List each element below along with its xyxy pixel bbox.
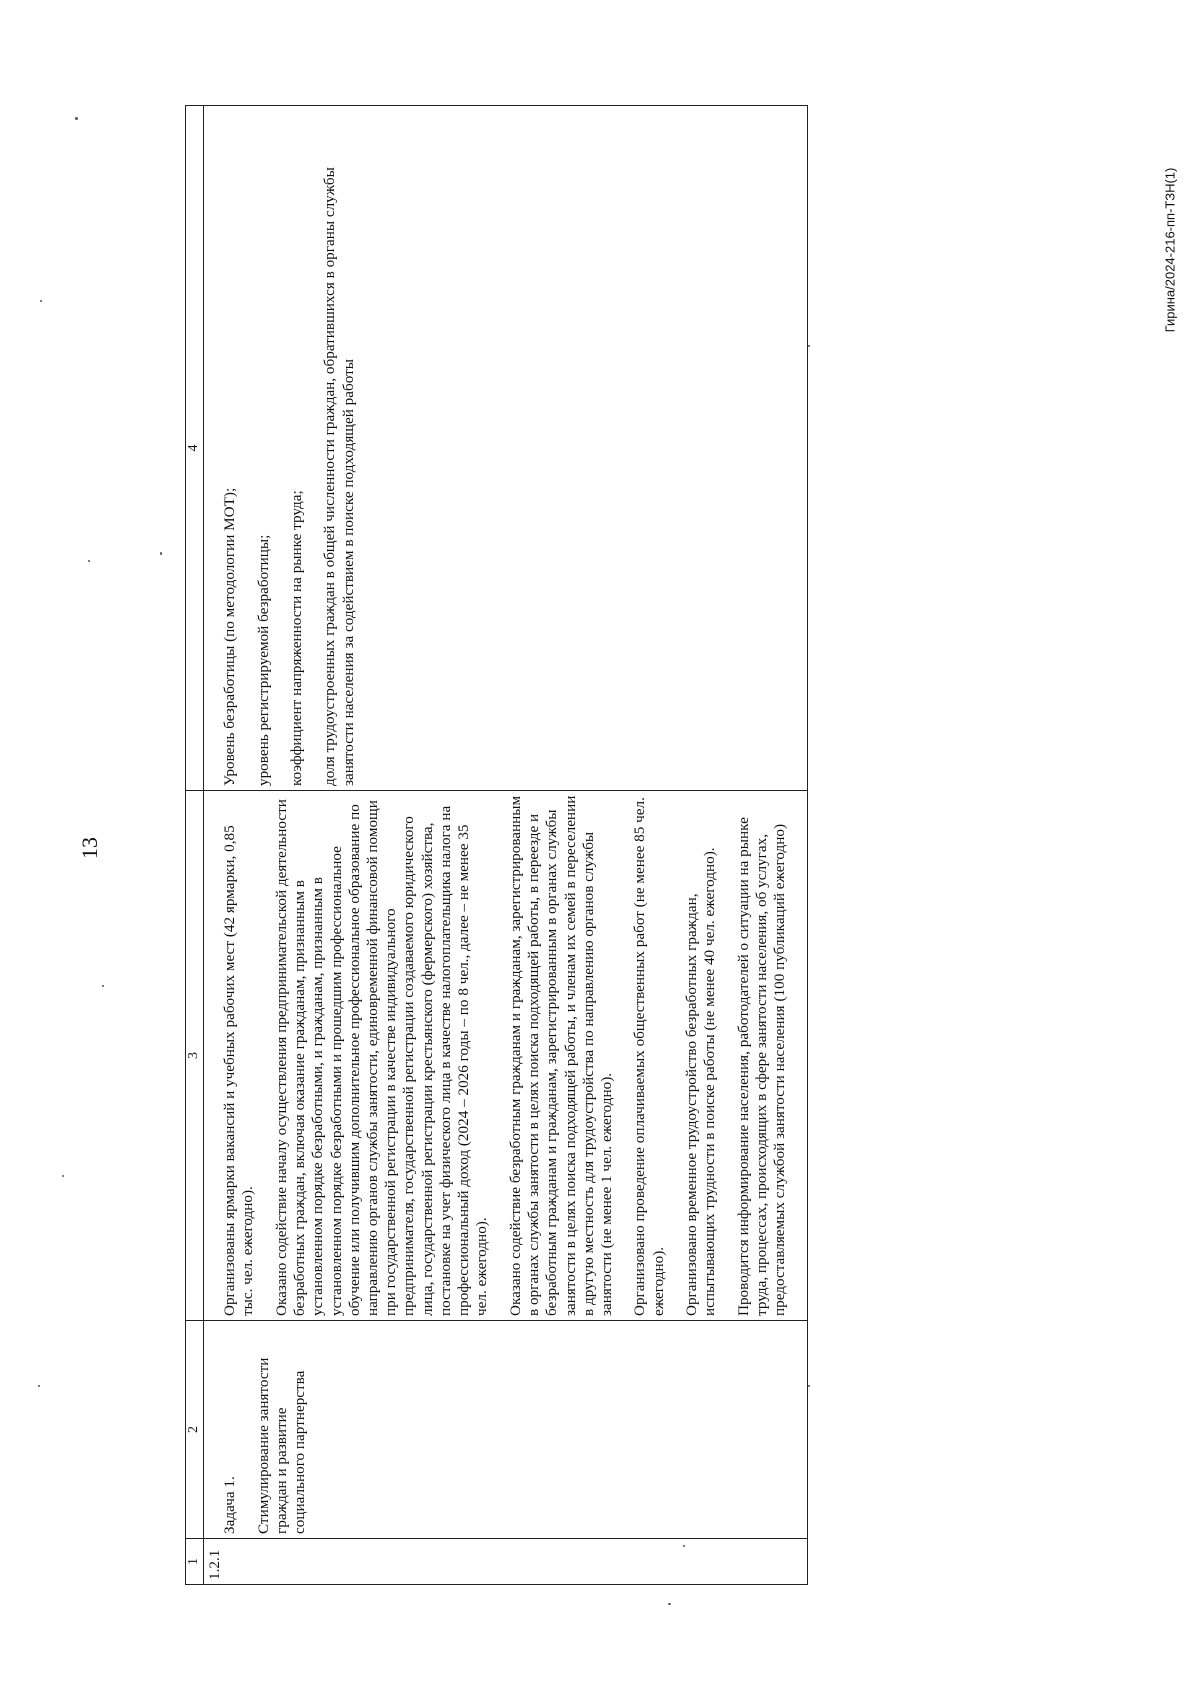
result-item: Организованы ярмарки вакансий и учебных рабочих мест (42 ярмарки, 0,85 тыс. чел. ежегодно). — [221, 825, 257, 1316]
result-item: Организовано проведение оплачиваемых общественных работ (не менее 85 чел. ежегодно). — [631, 797, 667, 1316]
indicator-item: коэффициент напряженности на рынке труда; — [288, 490, 306, 786]
column-header-3: 3 — [186, 791, 204, 1321]
scan-speck — [683, 1545, 685, 1547]
scan-speck — [62, 1175, 64, 1177]
scan-speck — [88, 560, 90, 562]
indicators-cell — [204, 106, 808, 791]
rotated-table-container — [185, 105, 789, 1585]
result-item: Проводится информирование населения, работодателей о ситуации на рынке труда, процессах, происходящих в сфере занятости населения, об услугах, предоставляемых службой занятости населения (100 публикаций ежегодно) — [734, 817, 789, 1316]
result-item: Организовано временное трудоустройство безработных граждан, испытывающих трудности в поиске работы (не менее 40 чел. ежегодно). — [683, 847, 719, 1316]
row-number: 1.2.1 — [204, 1539, 808, 1585]
page-number: 13 — [77, 837, 102, 859]
measures-table — [185, 105, 808, 1585]
column-header-4: 4 — [186, 106, 204, 791]
scan-speck — [40, 300, 42, 302]
indicator-item: уровень регистрируемой безработицы; — [254, 534, 272, 786]
task-name: Стимулирование занятости граждан и развитие социального партнерства — [254, 1357, 309, 1534]
scan-speck — [102, 985, 104, 987]
column-header-2: 2 — [186, 1321, 204, 1539]
column-header-1: 1 — [186, 1539, 204, 1585]
scan-speck — [75, 117, 78, 120]
task-cell — [204, 1321, 808, 1539]
table-header-row — [186, 106, 204, 1585]
results-cell — [204, 791, 808, 1321]
scan-speck — [808, 1385, 810, 1387]
indicator-item: доля трудоустроенных граждан в общей численности граждан, обратившихся в органы службы занятости населения за содействием в поиске подходящей работы — [321, 167, 357, 786]
result-item: Оказано содействие безработным гражданам и гражданам, зарегистрированным в органах службы занятости в целях поиска подходящей работы, в переезде и безработным гражданам и гражданам, зарегистрированным в органах службы занятости в целях поиска подходящей работы, и членам их семей в переселении в другую местность для трудоустройства по направлению органов службы занятости (не менее 1 чел. ежегодно). — [506, 795, 616, 1316]
indicator-item: Уровень безработицы (по методологии МОТ); — [221, 487, 239, 786]
scan-speck — [668, 1603, 671, 1605]
task-label: Задача 1. — [221, 1476, 239, 1534]
scan-speck — [38, 1385, 40, 1387]
document-code: Гирина/2024-216-пп-ТЗН(1) — [1162, 167, 1178, 333]
table-row — [204, 106, 808, 1585]
scan-speck — [808, 345, 810, 347]
scan-speck — [160, 552, 162, 555]
result-item: Оказано содействие началу осуществления предпринимательской деятельности безработных граждан, включая оказание гражданам, признанным в установленном порядке безработными, и гражданам, признанным в установленном порядке безработными и прошедшим профессиональное обучение или получившим дополнительное профессиональное образование по направлению органов службы занятости, единовременной финансовой помощи при государственной регистрации в качестве индивидуального предпринимателя, государственной регистрации создаваемого юридического лица, государственной регистрации крестьянского (фермерского) хозяйства, постановке на учет физического лица в качестве налогоплательщика налога на профессиональный доход (2024 – 2026 годы – по 8 чел., далее – не менее 35 чел. ежегодно). — [272, 799, 491, 1316]
